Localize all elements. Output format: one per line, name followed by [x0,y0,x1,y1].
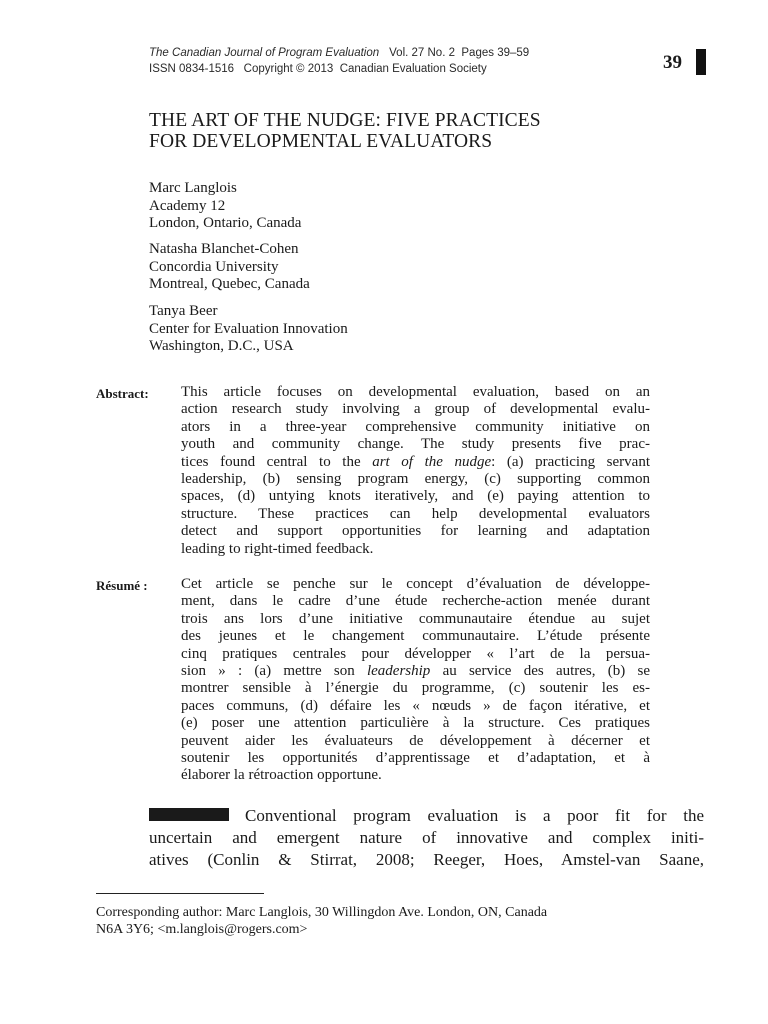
resume-line: paces communs, (d) défaire les « nœuds » de façon itérative, et [181,697,650,714]
resume-line: trois ans lors d’une initiative communautaire étendue au sujet [181,610,650,627]
abstract-line: youth and community change. The study presents five prac- [181,436,650,453]
author-location: Washington, D.C., USA [149,338,294,354]
author-name: Marc Langlois [149,180,237,196]
resume-line: élaborer la rétroaction opportune. [181,767,382,784]
author-block-3 [149,303,348,356]
society: Canadian Evaluation Society [339,63,487,75]
author-location: Montreal, Quebec, Canada [149,276,310,292]
body-line-text: Conventional program evaluation is a poor fit for the [245,806,704,825]
body-line: uncertain and emergent nature of innovative and complex initi- [149,828,704,847]
resume-line-text: sion » : (a) mettre son [181,662,367,679]
copyright: Copyright © 2013 [243,63,334,75]
title-line-1: THE ART OF THE NUDGE: FIVE PRACTICES [149,110,541,131]
abstract-text [181,384,650,558]
abstract-line-text: : (a) practicing servant [491,453,651,470]
author-affiliation: Academy 12 [149,197,226,214]
running-head [149,45,529,77]
section-heading-bar [149,808,229,821]
page-number: 39 [663,52,682,73]
journal-pages: Pages 39–59 [461,47,530,59]
author-name: Tanya Beer [149,303,218,319]
resume-line: peuvent aider les évaluateurs de développement à décerner et [181,732,650,749]
footnote-line: N6A 3Y6; <m.langlois@rogers.com> [96,922,308,937]
abstract-line: This article focuses on developmental evaluation, based on an [181,384,650,400]
resume-line: Cet article se penche sur le concept d’évaluation de développe- [181,576,650,592]
journal-volume: Vol. 27 No. 2 [389,47,455,59]
body-paragraph [149,805,704,871]
resume-line: ment, dans le cadre d’une étude recherche-action menée durant [181,593,650,610]
author-block-2 [149,241,310,294]
footnote [96,904,547,938]
body-line: atives (Conlin & Stirrat, 2008; Reeger, Hoes, Amstel-van Saane, [149,850,704,869]
abstract-emphasis: art of the nudge [372,453,492,470]
abstract-line: structure. These practices can help developmental evaluators [181,505,650,522]
article-title [149,110,541,152]
running-head-line-1 [149,45,529,61]
abstract-line: spaces, (d) untying knots iteratively, and (e) paying attention to [181,488,650,505]
title-line-2: FOR DEVELOPMENTAL EVALUATORS [149,131,493,152]
footnote-rule [96,893,264,894]
abstract-line: detect and support opportunities for learning and adaptation [181,523,650,540]
author-affiliation: Concordia University [149,258,279,275]
resume-line [181,663,650,680]
resume-line: soutenir les opportunités d’apprentissage et d’adaptation, et à [181,749,650,766]
resume-label: Résumé : [96,578,148,593]
footnote-line: Corresponding author: Marc Langlois, 30 Willingdon Ave. London, ON, Canada [96,905,548,920]
abstract-label: Abstract: [96,386,149,401]
body-line [149,805,704,827]
abstract-line: leadership, (b) sensing program energy, (c) supporting common [181,470,650,487]
resume-line: (e) poser une attention particulière à la structure. Ces pratiques [181,715,650,732]
issn: ISSN 0834-1516 [149,63,235,75]
resume-line: montrer sensible à l’énergie du programme, (c) soutenir les es- [181,680,650,697]
abstract-line: leading to right-timed feedback. [181,540,374,557]
abstract-line [181,454,650,471]
resume-line-text: au service des autres, (b) se [430,662,650,679]
resume-text [181,576,650,785]
abstract-line: action research study involving a group of developmental evalu- [181,401,650,418]
abstract-line-text: tices found central to the [181,453,373,470]
author-location: London, Ontario, Canada [149,215,302,231]
running-head-line-2 [149,61,529,77]
resume-emphasis: leadership [366,662,431,679]
abstract-line: ators in a three-year comprehensive community initiative on [181,418,650,435]
journal-name: The Canadian Journal of Program Evaluation [149,47,380,59]
author-name: Natasha Blanchet-Cohen [149,241,299,257]
resume-line: des jeunes et le changement communautaire. L’étude présente [181,628,650,645]
author-affiliation: Center for Evaluation Innovation [149,320,348,337]
author-block-1 [149,180,301,233]
page-tab-marker [696,49,706,75]
resume-line: cinq pratiques centrales pour développer « l’art de la persua- [181,645,650,662]
